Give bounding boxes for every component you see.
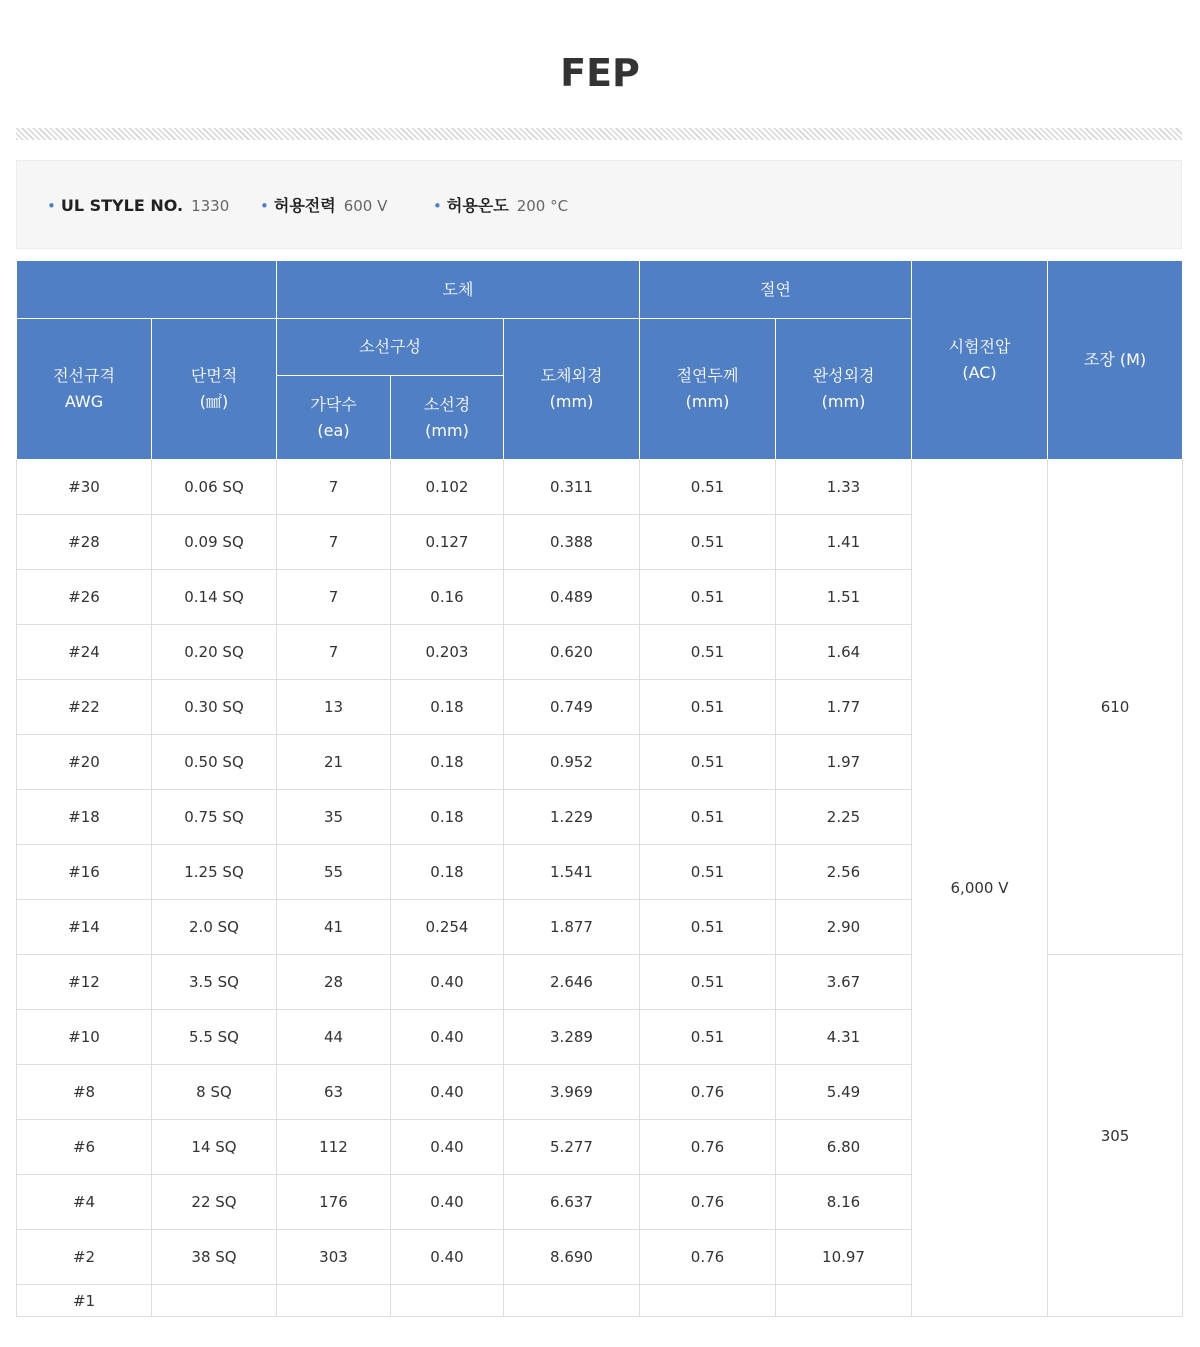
cell-strand-diameter: 0.18 bbox=[391, 845, 504, 900]
header-insulation-thickness: 절연두께 (mm) bbox=[640, 319, 776, 460]
cell-strand-diameter bbox=[391, 1285, 504, 1317]
cell-cross-section: 14 SQ bbox=[152, 1120, 277, 1175]
cell-finished-od: 1.41 bbox=[776, 515, 912, 570]
cell-insulation-thickness: 0.51 bbox=[640, 955, 776, 1010]
cell-insulation-thickness: 0.51 bbox=[640, 1010, 776, 1065]
cell-strand-count: 55 bbox=[277, 845, 391, 900]
cell-awg: #6 bbox=[17, 1120, 152, 1175]
spec-value: 1330 bbox=[191, 197, 230, 215]
cell-test-voltage: 6,000 V bbox=[912, 460, 1048, 1317]
cell-strand-diameter: 0.16 bbox=[391, 570, 504, 625]
header-strand-count: 가닥수 (ea) bbox=[277, 376, 391, 460]
cell-awg: #18 bbox=[17, 790, 152, 845]
cell-conductor-od: 6.637 bbox=[504, 1175, 640, 1230]
cell-awg: #10 bbox=[17, 1010, 152, 1065]
cell-awg: #16 bbox=[17, 845, 152, 900]
cell-conductor-od: 3.289 bbox=[504, 1010, 640, 1065]
cell-strand-count: 7 bbox=[277, 515, 391, 570]
cell-insulation-thickness: 0.51 bbox=[640, 845, 776, 900]
header-conductor: 도체 bbox=[277, 261, 640, 319]
header-finished-od: 완성외경 (mm) bbox=[776, 319, 912, 460]
cell-awg: #2 bbox=[17, 1230, 152, 1285]
cell-awg: #26 bbox=[17, 570, 152, 625]
cell-finished-od: 1.97 bbox=[776, 735, 912, 790]
cell-cross-section: 0.75 SQ bbox=[152, 790, 277, 845]
cell-strand-diameter: 0.127 bbox=[391, 515, 504, 570]
header-cross-section: 단면적 (㎟) bbox=[152, 319, 277, 460]
cell-insulation-thickness: 0.51 bbox=[640, 460, 776, 515]
cell-cross-section: 1.25 SQ bbox=[152, 845, 277, 900]
spec-temperature-rating bbox=[433, 195, 568, 217]
cell-finished-od: 2.25 bbox=[776, 790, 912, 845]
header-length: 조장 (M) bbox=[1048, 261, 1183, 460]
cell-strand-count: 13 bbox=[277, 680, 391, 735]
cell-strand-diameter: 0.18 bbox=[391, 735, 504, 790]
cell-insulation-thickness: 0.51 bbox=[640, 680, 776, 735]
cell-strand-diameter: 0.40 bbox=[391, 1230, 504, 1285]
cell-conductor-od bbox=[504, 1285, 640, 1317]
cell-awg: #24 bbox=[17, 625, 152, 680]
bullet-icon: • bbox=[47, 197, 56, 215]
cell-strand-diameter: 0.203 bbox=[391, 625, 504, 680]
cell-conductor-od: 0.749 bbox=[504, 680, 640, 735]
cell-cross-section: 2.0 SQ bbox=[152, 900, 277, 955]
page-title: FEP bbox=[560, 51, 640, 95]
cell-conductor-od: 8.690 bbox=[504, 1230, 640, 1285]
cell-finished-od: 2.90 bbox=[776, 900, 912, 955]
cell-strand-count: 21 bbox=[277, 735, 391, 790]
cell-conductor-od: 1.877 bbox=[504, 900, 640, 955]
cell-strand-diameter: 0.40 bbox=[391, 1175, 504, 1230]
cell-conductor-od: 3.969 bbox=[504, 1065, 640, 1120]
cell-awg: #12 bbox=[17, 955, 152, 1010]
cell-conductor-od: 0.388 bbox=[504, 515, 640, 570]
cell-strand-diameter: 0.102 bbox=[391, 460, 504, 515]
cell-finished-od: 5.49 bbox=[776, 1065, 912, 1120]
cell-cross-section: 0.09 SQ bbox=[152, 515, 277, 570]
cell-conductor-od: 2.646 bbox=[504, 955, 640, 1010]
spec-label: 허용온도 bbox=[446, 196, 509, 215]
cell-insulation-thickness bbox=[640, 1285, 776, 1317]
header-wire-spec: 전선규격 AWG bbox=[17, 319, 152, 460]
cell-cross-section: 8 SQ bbox=[152, 1065, 277, 1120]
cell-strand-diameter: 0.18 bbox=[391, 680, 504, 735]
header-blank bbox=[17, 261, 277, 319]
cell-insulation-thickness: 0.51 bbox=[640, 735, 776, 790]
hatch-divider bbox=[16, 128, 1182, 140]
cell-conductor-od: 1.229 bbox=[504, 790, 640, 845]
cell-insulation-thickness: 0.51 bbox=[640, 515, 776, 570]
cell-conductor-od: 0.620 bbox=[504, 625, 640, 680]
cell-strand-diameter: 0.40 bbox=[391, 1010, 504, 1065]
cell-finished-od: 1.64 bbox=[776, 625, 912, 680]
cell-strand-count: 44 bbox=[277, 1010, 391, 1065]
spec-value: 200 °C bbox=[516, 197, 569, 215]
spec-label: UL STYLE NO. bbox=[60, 196, 184, 215]
cell-strand-count: 7 bbox=[277, 625, 391, 680]
cell-strand-count: 7 bbox=[277, 570, 391, 625]
cell-strand-count: 303 bbox=[277, 1230, 391, 1285]
cell-strand-diameter: 0.18 bbox=[391, 790, 504, 845]
cell-finished-od: 1.33 bbox=[776, 460, 912, 515]
spec-ul-style bbox=[47, 195, 229, 217]
bullet-icon: • bbox=[433, 197, 442, 215]
cell-insulation-thickness: 0.51 bbox=[640, 570, 776, 625]
cell-cross-section: 38 SQ bbox=[152, 1230, 277, 1285]
spec-summary-box bbox=[16, 160, 1182, 249]
cell-insulation-thickness: 0.51 bbox=[640, 900, 776, 955]
cell-insulation-thickness: 0.76 bbox=[640, 1120, 776, 1175]
cell-awg: #20 bbox=[17, 735, 152, 790]
cell-strand-count: 28 bbox=[277, 955, 391, 1010]
cell-strand-diameter: 0.40 bbox=[391, 1120, 504, 1175]
cell-insulation-thickness: 0.51 bbox=[640, 790, 776, 845]
cell-cross-section: 0.20 SQ bbox=[152, 625, 277, 680]
cell-cross-section: 22 SQ bbox=[152, 1175, 277, 1230]
cell-strand-count: 63 bbox=[277, 1065, 391, 1120]
header-insulation: 절연 bbox=[640, 261, 912, 319]
cell-strand-diameter: 0.254 bbox=[391, 900, 504, 955]
cell-strand-count: 112 bbox=[277, 1120, 391, 1175]
cell-cross-section: 0.06 SQ bbox=[152, 460, 277, 515]
cell-finished-od: 2.56 bbox=[776, 845, 912, 900]
cell-conductor-od: 1.541 bbox=[504, 845, 640, 900]
cell-finished-od: 1.77 bbox=[776, 680, 912, 735]
header-test-voltage: 시험전압 (AC) bbox=[912, 261, 1048, 460]
cell-strand-diameter: 0.40 bbox=[391, 955, 504, 1010]
cell-insulation-thickness: 0.76 bbox=[640, 1230, 776, 1285]
cell-strand-count: 7 bbox=[277, 460, 391, 515]
cell-finished-od: 6.80 bbox=[776, 1120, 912, 1175]
cell-finished-od: 4.31 bbox=[776, 1010, 912, 1065]
cell-conductor-od: 0.489 bbox=[504, 570, 640, 625]
cell-strand-diameter: 0.40 bbox=[391, 1065, 504, 1120]
cell-awg: #1 bbox=[17, 1285, 152, 1317]
cell-strand-count: 41 bbox=[277, 900, 391, 955]
cell-strand-count: 35 bbox=[277, 790, 391, 845]
cell-cross-section: 0.50 SQ bbox=[152, 735, 277, 790]
cell-strand-count bbox=[277, 1285, 391, 1317]
cell-length-305: 305 bbox=[1048, 955, 1183, 1317]
cell-awg: #14 bbox=[17, 900, 152, 955]
cell-finished-od bbox=[776, 1285, 912, 1317]
cell-strand-count: 176 bbox=[277, 1175, 391, 1230]
cell-awg: #30 bbox=[17, 460, 152, 515]
header-strand-diameter: 소선경 (mm) bbox=[391, 376, 504, 460]
spec-label: 허용전력 bbox=[273, 196, 336, 215]
cell-cross-section: 3.5 SQ bbox=[152, 955, 277, 1010]
cell-insulation-thickness: 0.51 bbox=[640, 625, 776, 680]
cell-conductor-od: 0.311 bbox=[504, 460, 640, 515]
cell-insulation-thickness: 0.76 bbox=[640, 1175, 776, 1230]
cell-finished-od: 3.67 bbox=[776, 955, 912, 1010]
cable-spec-table bbox=[16, 260, 1183, 1317]
cell-conductor-od: 0.952 bbox=[504, 735, 640, 790]
header-strand-config: 소선구성 bbox=[277, 319, 504, 376]
cell-awg: #8 bbox=[17, 1065, 152, 1120]
cell-finished-od: 1.51 bbox=[776, 570, 912, 625]
spec-voltage-rating bbox=[260, 195, 387, 217]
cell-insulation-thickness: 0.76 bbox=[640, 1065, 776, 1120]
cell-cross-section: 0.14 SQ bbox=[152, 570, 277, 625]
cell-conductor-od: 5.277 bbox=[504, 1120, 640, 1175]
cell-cross-section: 0.30 SQ bbox=[152, 680, 277, 735]
cell-awg: #28 bbox=[17, 515, 152, 570]
spec-value: 600 V bbox=[343, 197, 388, 215]
cell-length-610: 610 bbox=[1048, 460, 1183, 955]
cell-cross-section bbox=[152, 1285, 277, 1317]
cell-awg: #22 bbox=[17, 680, 152, 735]
cell-finished-od: 8.16 bbox=[776, 1175, 912, 1230]
bullet-icon: • bbox=[260, 197, 269, 215]
table-row bbox=[17, 460, 1183, 515]
cell-cross-section: 5.5 SQ bbox=[152, 1010, 277, 1065]
header-conductor-od: 도체외경 (mm) bbox=[504, 319, 640, 460]
cell-finished-od: 10.97 bbox=[776, 1230, 912, 1285]
cell-awg: #4 bbox=[17, 1175, 152, 1230]
